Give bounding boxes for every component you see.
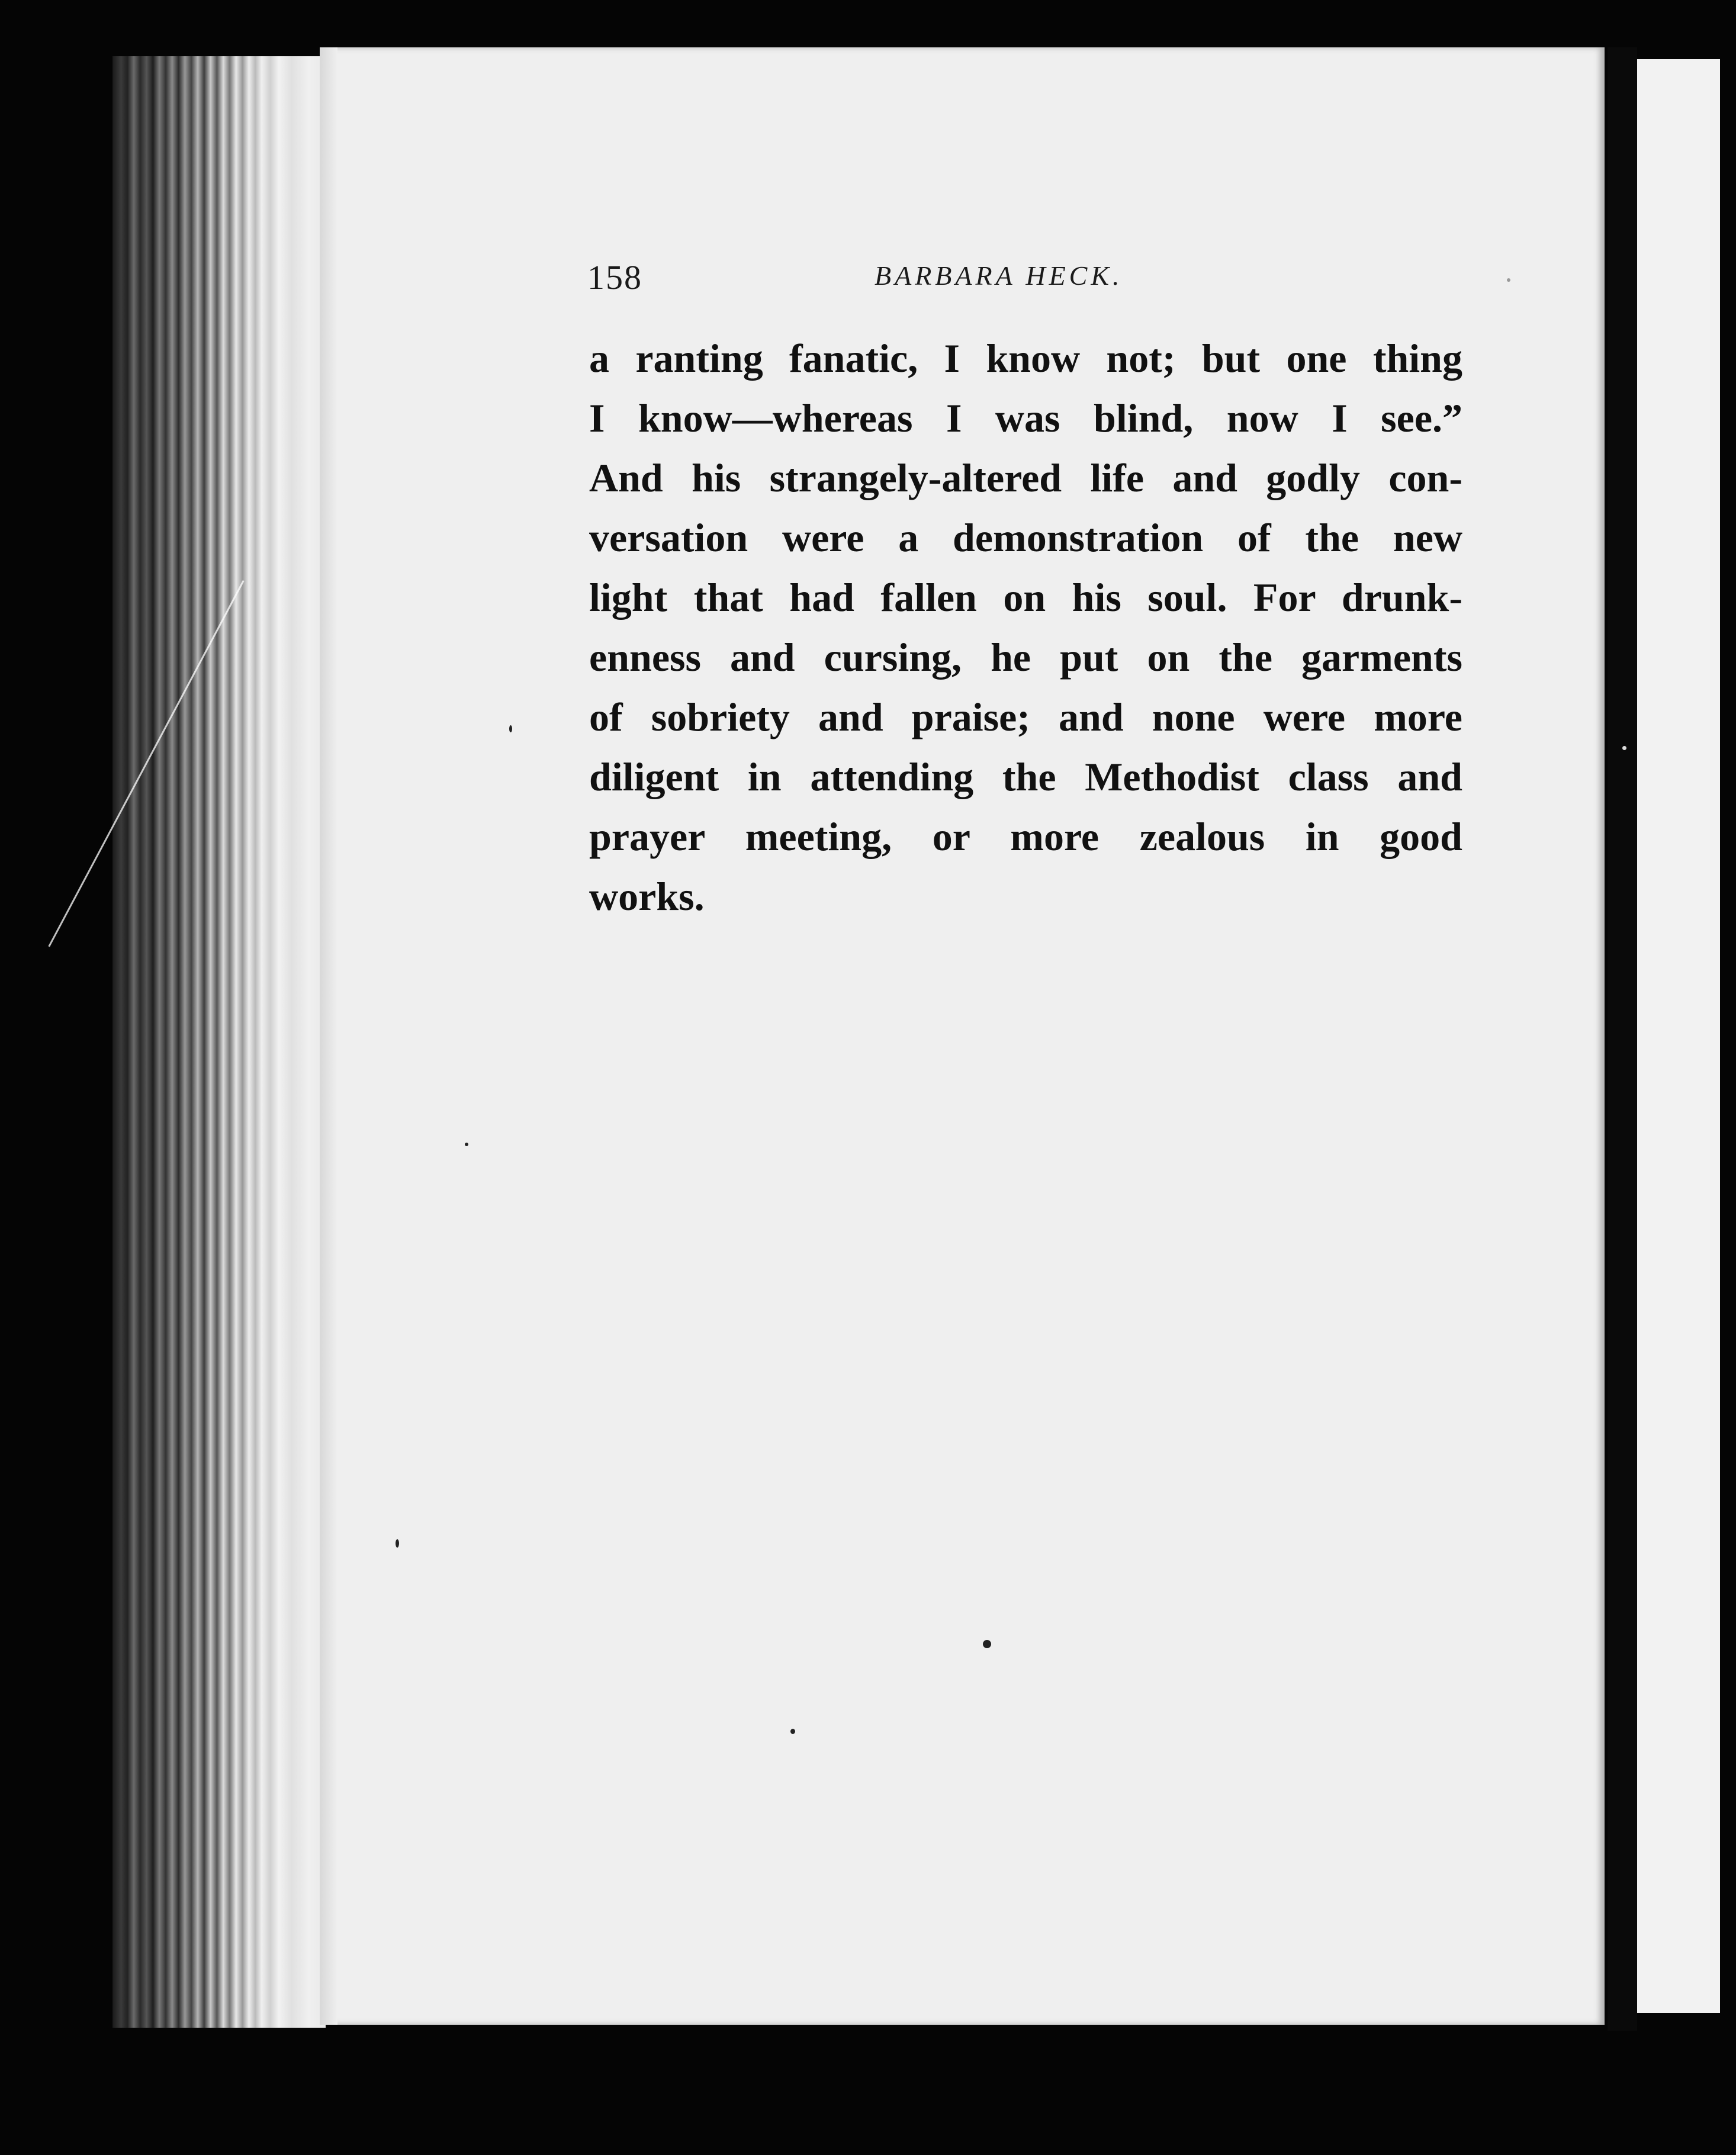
text-line: versation were a demonstration of the new xyxy=(589,515,1462,560)
scan-speck xyxy=(1622,746,1626,750)
text-line: light that had fallen on his soul. For drunk- xyxy=(589,575,1462,620)
body-text xyxy=(589,329,1462,927)
scan-speck xyxy=(983,1640,991,1648)
scan-speck xyxy=(790,1729,795,1734)
text-line: of sobriety and praise; and none were more xyxy=(589,694,1462,739)
scan-speck xyxy=(1507,278,1510,282)
text-line: And his strangely-altered life and godly con- xyxy=(589,455,1462,500)
text-line: works. xyxy=(589,874,705,919)
scan-speck xyxy=(396,1539,399,1548)
text-line: enness and cursing, he put on the garments xyxy=(589,635,1462,680)
text-line: diligent in attending the Methodist class and xyxy=(589,754,1462,799)
page-number: 158 xyxy=(587,258,642,297)
running-head xyxy=(587,252,1185,305)
scan-speck xyxy=(509,725,512,732)
facing-page-sliver xyxy=(1637,59,1720,2013)
text-line: prayer meeting, or more zealous in good xyxy=(589,814,1462,859)
scan-speck xyxy=(465,1143,468,1146)
running-title: BARBARA HECK. xyxy=(875,260,1123,291)
text-line: a ranting fanatic, I know not; but one thing xyxy=(589,336,1462,381)
book-gutter xyxy=(1608,47,1637,2031)
text-line: I know—whereas I was blind, now I see.” xyxy=(589,395,1462,440)
page-stack-edge xyxy=(112,56,326,2028)
